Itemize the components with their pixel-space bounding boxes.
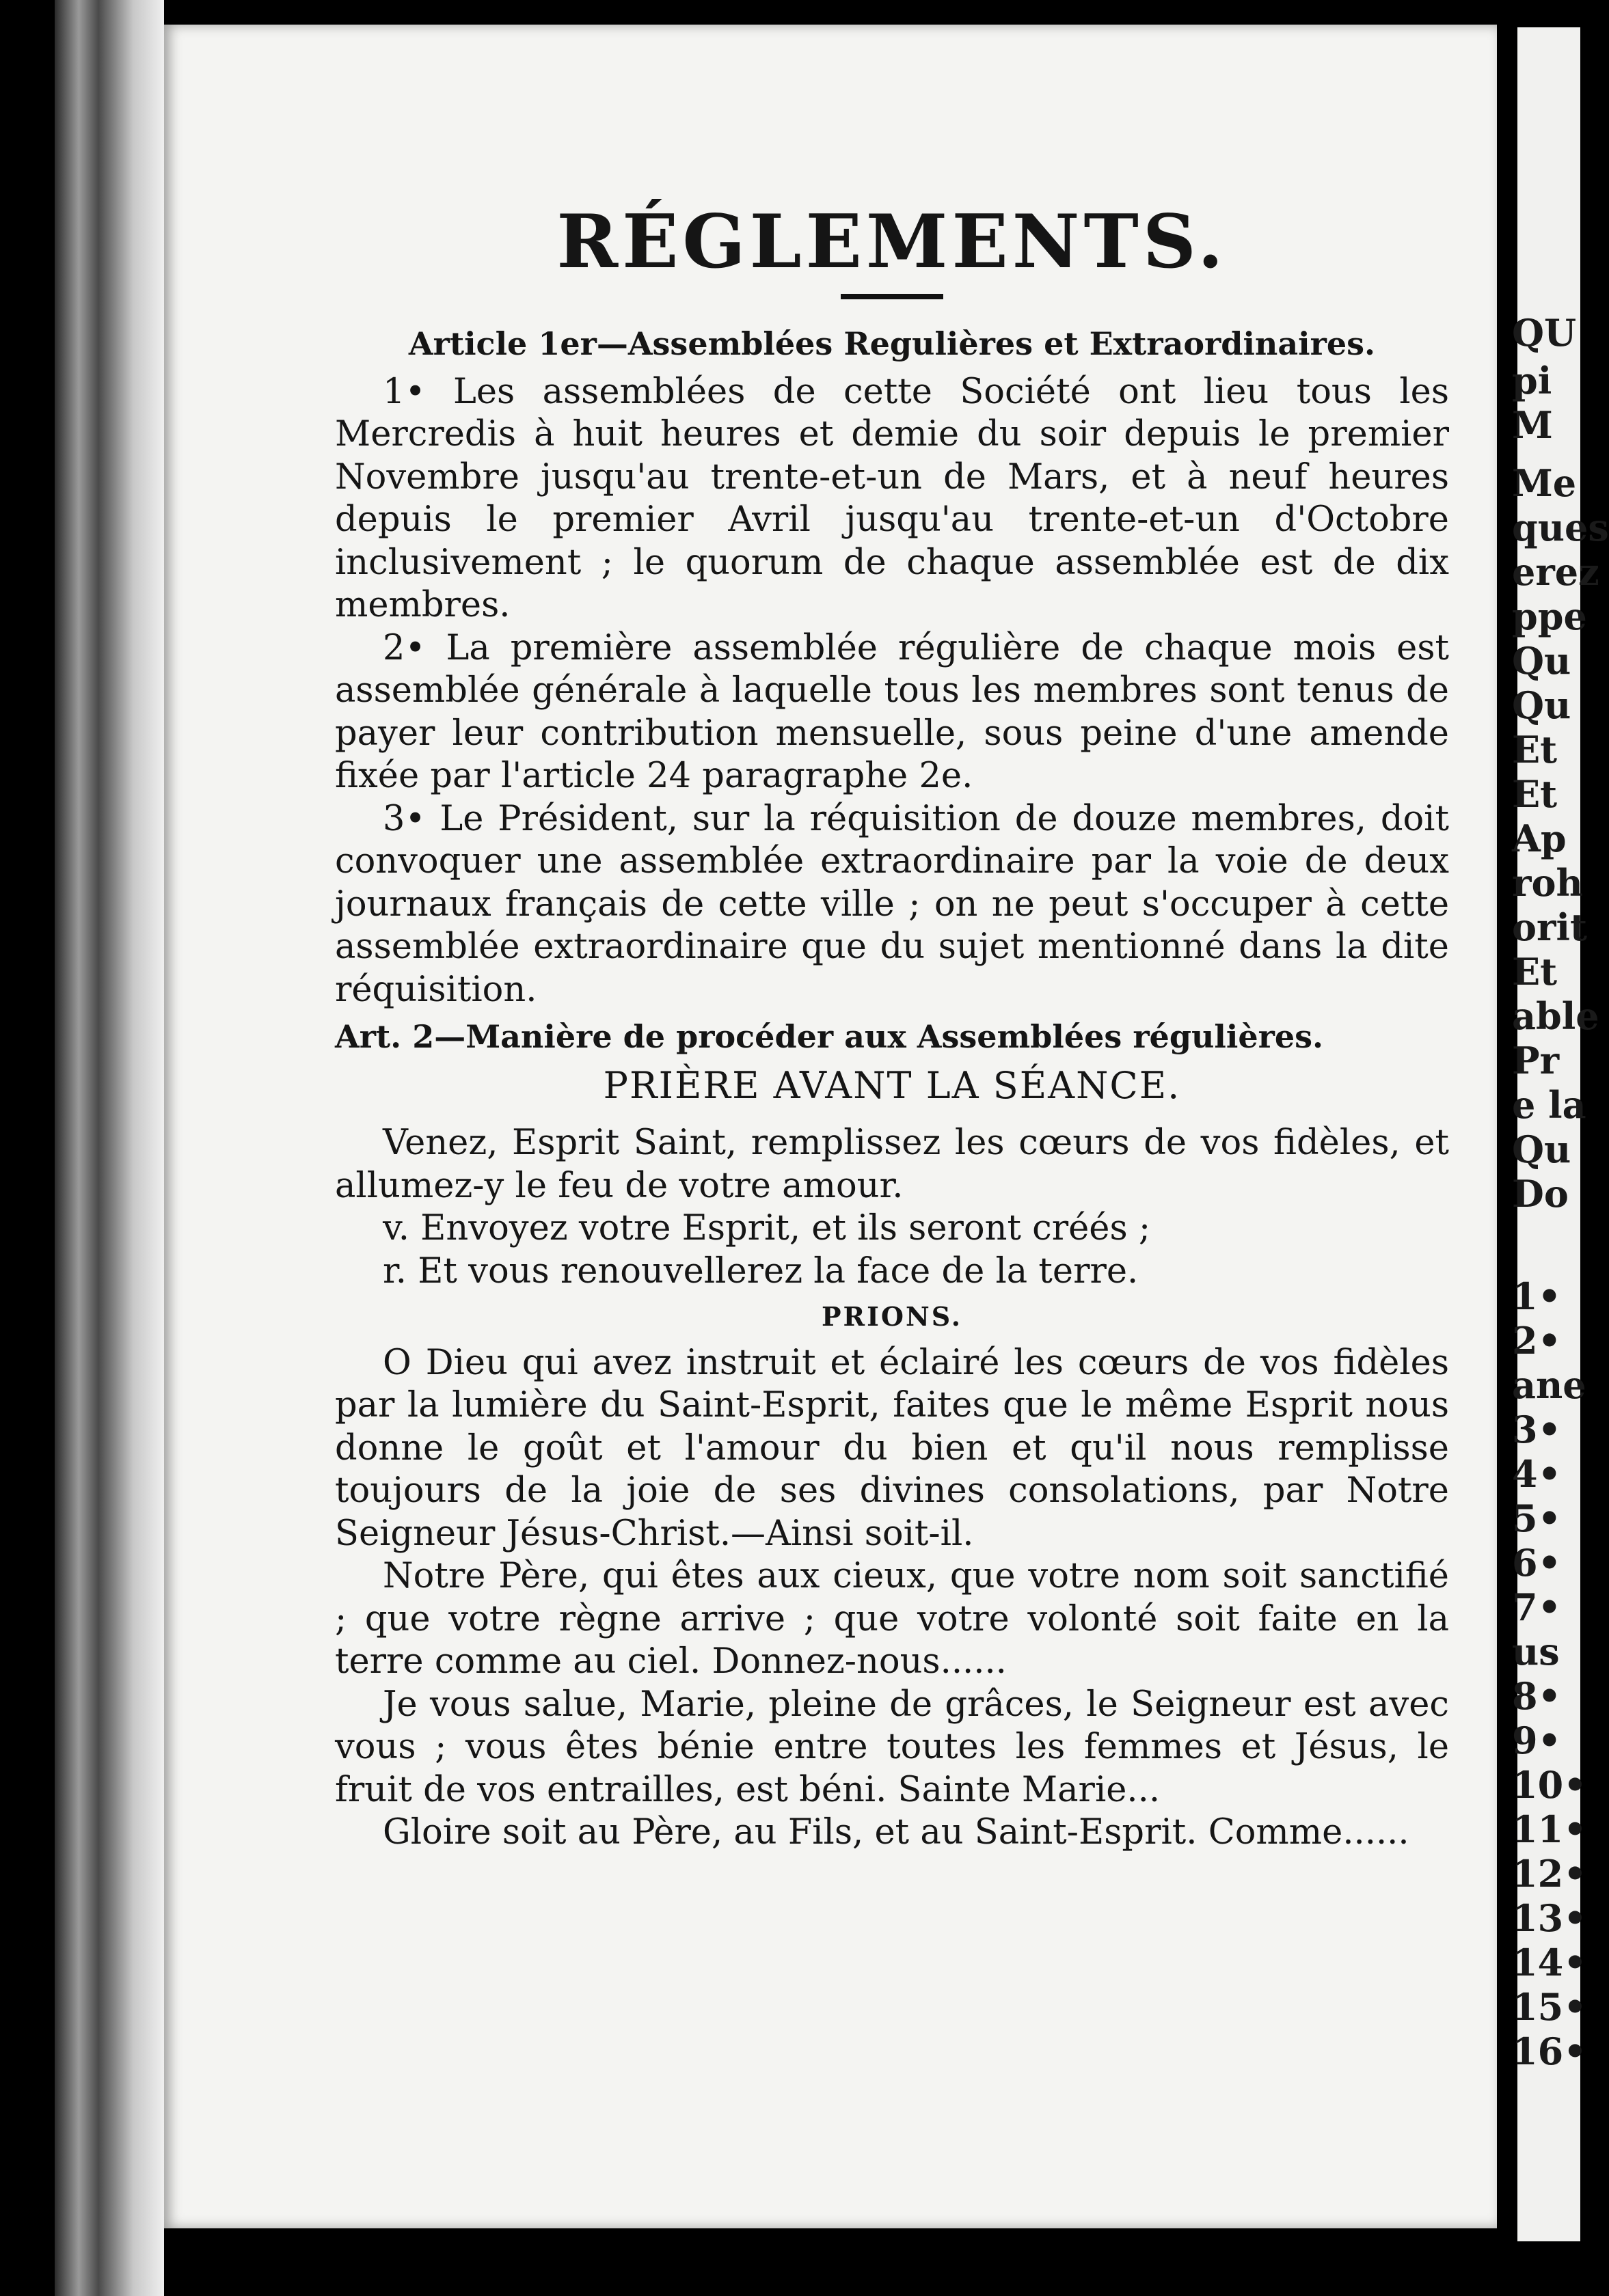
article-2-heading: Art. 2—Manière de procéder aux Assemblées régulières.	[335, 1018, 1324, 1056]
closing-paragraph-1: O Dieu qui avez instruit et éclairé les cœurs de vos fidèles par la lumière du Saint-Esprit, faites que le même Esprit nous donne le goût et l'amour du bien et qu'il nous remplisse toujours de la joie de ses divines consolations, par Notre Seigneur Jésus-Christ.—Ainsi soit-il.	[335, 1342, 1449, 1554]
next-page-fragment: 11•	[1512, 1807, 1587, 1851]
next-page-fragment: ques	[1512, 506, 1609, 549]
next-page-fragment: 13•	[1512, 1896, 1587, 1940]
prayer-line-3: r. Et vous renouvellerez la face de la terre.	[383, 1250, 1139, 1292]
next-page-fragment: M	[1512, 403, 1553, 447]
next-page-fragment: 6•	[1512, 1541, 1562, 1585]
prayer-line-2: v. Envoyez votre Esprit, et ils seront créés ;	[383, 1208, 1151, 1249]
next-page-fragment: 12•	[1512, 1852, 1587, 1896]
next-page-fragment: 10•	[1512, 1763, 1587, 1807]
next-page-fragment: 16•	[1512, 2030, 1587, 2073]
next-page-fragment: pi	[1512, 359, 1552, 402]
next-page-fragment: Do	[1512, 1172, 1569, 1216]
prayer-title: PRIÈRE AVANT LA SÉANCE.	[603, 1064, 1181, 1108]
scan-binding-edge	[55, 0, 164, 2296]
prions-heading: PRIONS.	[821, 1301, 963, 1332]
page-content	[335, 198, 1449, 1855]
next-page-fragment: ane	[1512, 1363, 1586, 1407]
next-page-fragment: orit	[1512, 905, 1587, 949]
next-page-fragment: 5•	[1512, 1496, 1562, 1540]
next-page-fragment: roh	[1512, 861, 1583, 905]
title-rule	[841, 294, 943, 299]
next-page-fragment: Et	[1512, 950, 1558, 994]
next-page-fragment: 14•	[1512, 1941, 1587, 1984]
article-1-heading: Article 1er—Assemblées Regulières et Extraordinaires.	[408, 325, 1376, 362]
next-page-fragment: 3•	[1512, 1408, 1562, 1451]
next-page-fragment: Ap	[1512, 817, 1567, 860]
next-page-fragment: Et	[1512, 728, 1558, 771]
article-1-paragraph-2: 2• La première assemblée régulière de chaque mois est assemblée générale à laquelle tous les membres sont tenus de payer leur contribution mensuelle, sous peine d'une amende fixée par l'article 24 paragraphe 2e.	[335, 627, 1449, 797]
next-page-fragment: QU	[1512, 311, 1577, 355]
next-page-fragment: 8•	[1512, 1674, 1562, 1718]
next-page-fragment: erez	[1512, 550, 1599, 594]
next-page-fragment: 15•	[1512, 1985, 1587, 2029]
next-page-fragment: 4•	[1512, 1452, 1562, 1496]
next-page-fragment: 1•	[1512, 1274, 1562, 1318]
next-page-fragment: able	[1512, 994, 1599, 1038]
adjacent-page-strip	[1512, 27, 1609, 2241]
next-page-fragment: Qu	[1512, 639, 1571, 683]
next-page-fragment: Pr	[1512, 1039, 1560, 1082]
next-page-fragment: Et	[1512, 772, 1558, 816]
next-page-fragment: 7•	[1512, 1585, 1562, 1629]
next-page-fragment: Me	[1512, 461, 1577, 505]
next-page-fragment: Qu	[1512, 1128, 1571, 1171]
closing-paragraph-3: Je vous salue, Marie, pleine de grâces, le Seigneur est avec vous ; vous êtes bénie entre toutes les femmes et Jésus, le fruit de vos entrailles, est béni. Sainte Marie...	[335, 1684, 1449, 1810]
article-1-paragraph-3: 3• Le Président, sur la réquisition de douze membres, doit convoquer une assemblée extraordinaire par la voie de deux journaux français de cette ville ; on ne peut s'occuper à cette assemblée extraordinaire que du sujet mentionné dans la dite réquisition.	[335, 798, 1449, 1010]
next-page-fragment: ppe	[1512, 594, 1587, 638]
page-title: RÉGLEMENTS.	[556, 199, 1228, 285]
prayer-line-1: Venez, Esprit Saint, remplissez les cœurs de vos fidèles, et allumez-y le feu de votre amour.	[335, 1123, 1449, 1206]
article-1-paragraph-1: 1• Les assemblées de cette Société ont lieu tous les Mercredis à huit heures et demie du soir depuis le premier Novembre jusqu'au trente-et-un de Mars, et à neuf heures depuis le premier Avril jusqu'au trente-et-un d'Octobre inclusivement ; le quorum de chaque assemblée est de dix membres.	[335, 371, 1449, 626]
next-page-fragment: us	[1512, 1630, 1560, 1673]
closing-paragraph-4: Gloire soit au Père, au Fils, et au Saint-Esprit. Comme......	[383, 1812, 1409, 1853]
next-page-fragment: e la	[1512, 1083, 1586, 1127]
next-page-fragment: 9•	[1512, 1719, 1562, 1762]
next-page-fragment: 2•	[1512, 1319, 1562, 1363]
next-page-fragment: Qu	[1512, 683, 1571, 727]
closing-paragraph-2: Notre Père, qui êtes aux cieux, que votre nom soit sanctifié ; que votre règne arrive ; que votre volonté soit faite en la terre comme au ciel. Donnez-nous......	[335, 1556, 1449, 1682]
